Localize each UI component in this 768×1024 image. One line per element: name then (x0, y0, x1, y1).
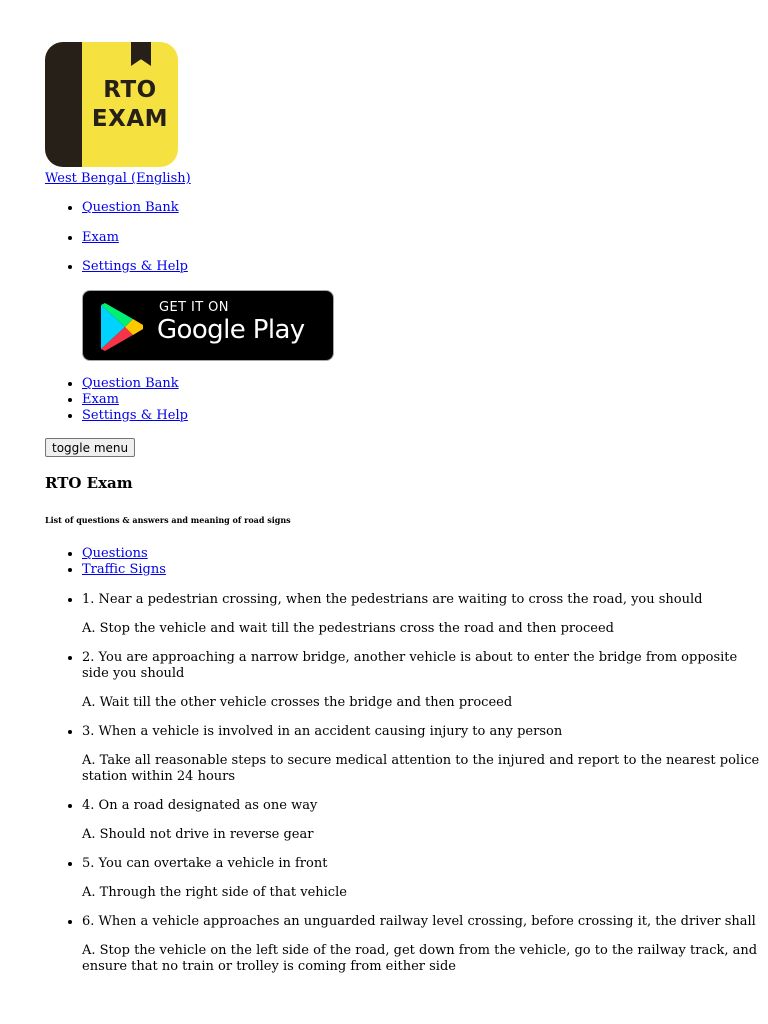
list-item (82, 592, 767, 637)
nav2-question-bank-link[interactable]: Question Bank (82, 376, 179, 391)
toggle-menu-button[interactable]: toggle menu (45, 438, 135, 457)
tab-item (82, 562, 166, 578)
primary-nav (45, 200, 188, 289)
nav-question-bank-link[interactable]: Question Bank (82, 200, 179, 215)
badge-small-text: GET IT ON (159, 300, 229, 315)
bookmark-icon (131, 42, 151, 66)
list-item (82, 914, 767, 975)
tab-traffic-signs[interactable]: Traffic Signs (82, 562, 166, 577)
badge-big-text: Google Play (157, 315, 305, 345)
question-text: • 6. When a vehicle approaches an unguarded railway level crossing, before crossing it, the driver shall (82, 914, 756, 929)
nav2-exam-link[interactable]: Exam (82, 392, 119, 407)
page-subtitle: List of questions & answers and meaning of road signs (45, 515, 291, 525)
google-play-badge[interactable] (82, 290, 334, 361)
tab-questions[interactable]: Questions (82, 546, 148, 561)
answer-text: A. Stop the vehicle on the left side of the road, get down from the vehicle, go to the railway track, and ensure that no train or trolley is coming from either side (82, 943, 758, 974)
tab-item (82, 546, 166, 562)
question-text: • 5. You can overtake a vehicle in front (82, 856, 328, 871)
secondary-nav-item (82, 376, 188, 392)
primary-nav-item (82, 200, 188, 230)
answer-text: A. Should not drive in reverse gear (82, 827, 314, 842)
question-text: • 1. Near a pedestrian crossing, when the pedestrians are waiting to cross the road, you should (82, 592, 703, 607)
logo-text-line1: RTO (103, 77, 157, 103)
answer-text: A. Wait till the other vehicle crosses the bridge and then proceed (82, 695, 513, 710)
question-list (45, 592, 767, 988)
logo-text-line2: EXAM (91, 106, 169, 132)
answer-text: A. Through the right side of that vehicle (82, 885, 347, 900)
logo-book-spine (45, 42, 82, 167)
google-play-icon (97, 303, 147, 351)
question-text: • 3. When a vehicle is involved in an accident causing injury to any person (82, 724, 563, 739)
question-text: • 4. On a road designated as one way (82, 798, 318, 813)
question-text: • 2. You are approaching a narrow bridge, another vehicle is about to enter the bridge from opposite side you should (82, 650, 738, 681)
list-item (82, 650, 767, 711)
secondary-nav (45, 376, 188, 424)
answer-text: A. Stop the vehicle and wait till the pedestrians cross the road and then proceed (82, 621, 614, 636)
list-item (82, 724, 767, 785)
list-item (82, 798, 767, 843)
primary-nav-item (82, 259, 188, 289)
region-link[interactable]: West Bengal (English) (45, 171, 191, 186)
primary-nav-item (82, 230, 188, 260)
answer-text: A. Take all reasonable steps to secure medical attention to the injured and report to the nearest police station within 24 hours (82, 753, 760, 784)
content-tabs (45, 546, 166, 578)
nav2-settings-help-link[interactable]: Settings & Help (82, 408, 188, 423)
list-item (82, 856, 767, 901)
secondary-nav-item (82, 408, 188, 424)
nav-settings-help-link[interactable]: Settings & Help (82, 259, 188, 274)
nav-exam-link[interactable]: Exam (82, 229, 119, 245)
page-title: RTO Exam (45, 474, 133, 492)
rto-exam-logo (45, 42, 178, 167)
secondary-nav-item (82, 392, 188, 408)
